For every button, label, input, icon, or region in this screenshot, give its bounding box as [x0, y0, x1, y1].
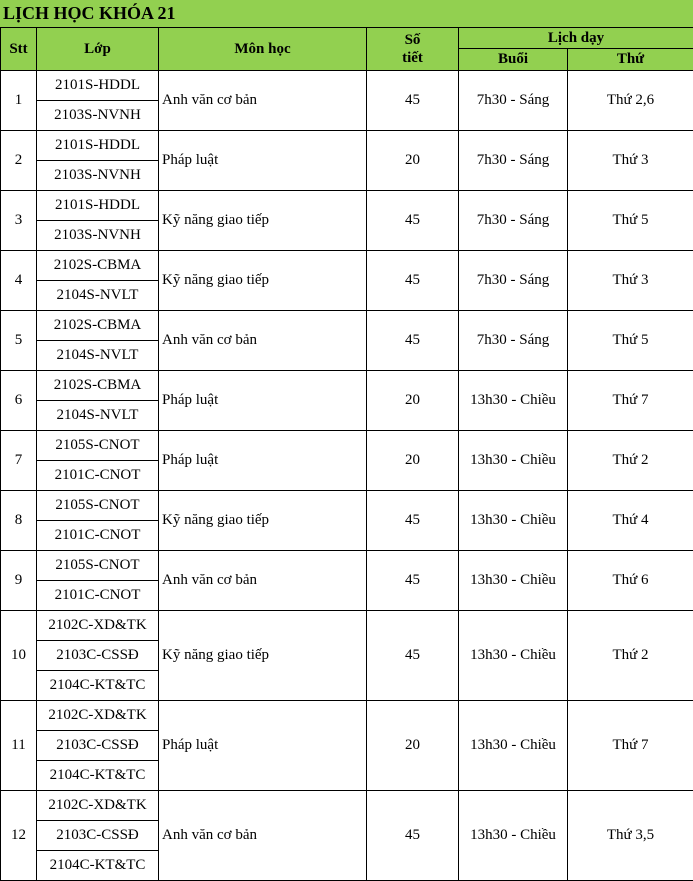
class-cell: 2103C-CSSĐ	[37, 641, 159, 671]
table-row	[1, 251, 693, 281]
table-row	[1, 791, 693, 821]
header-stt: Stt	[1, 28, 37, 71]
class-cell: 2105S-CNOT	[37, 491, 159, 521]
subject-cell: Anh văn cơ bản	[159, 551, 367, 611]
session-cell: 7h30 - Sáng	[459, 71, 568, 131]
day-cell: Thứ 7	[568, 701, 693, 791]
subject-cell: Pháp luật	[159, 431, 367, 491]
class-cell: 2101C-CNOT	[37, 581, 159, 611]
header-schedule: Lịch dạy	[459, 28, 693, 49]
class-cell: 2101C-CNOT	[37, 461, 159, 491]
table-row	[1, 551, 693, 581]
class-cell: 2102C-XD&TK	[37, 791, 159, 821]
periods-cell: 20	[367, 431, 459, 491]
class-cell: 2102S-CBMA	[37, 251, 159, 281]
class-cell: 2102S-CBMA	[37, 371, 159, 401]
session-cell: 7h30 - Sáng	[459, 191, 568, 251]
class-cell: 2101S-HDDL	[37, 71, 159, 101]
class-cell: 2101S-HDDL	[37, 191, 159, 221]
table-row	[1, 491, 693, 521]
day-cell: Thứ 5	[568, 191, 693, 251]
day-cell: Thứ 2	[568, 431, 693, 491]
session-cell: 7h30 - Sáng	[459, 131, 568, 191]
day-cell: Thứ 2	[568, 611, 693, 701]
subject-cell: Anh văn cơ bản	[159, 791, 367, 881]
header-periods-line2: tiết	[402, 50, 423, 66]
table-row	[1, 431, 693, 461]
table-row	[1, 611, 693, 641]
periods-cell: 20	[367, 701, 459, 791]
day-cell: Thứ 7	[568, 371, 693, 431]
sheet-title: LỊCH HỌC KHÓA 21	[0, 0, 693, 27]
class-cell: 2105S-CNOT	[37, 431, 159, 461]
subject-cell: Kỹ năng giao tiếp	[159, 491, 367, 551]
header-subject: Môn học	[159, 28, 367, 71]
class-cell: 2104S-NVLT	[37, 281, 159, 311]
table-row	[1, 701, 693, 731]
subject-cell: Anh văn cơ bản	[159, 71, 367, 131]
class-cell: 2104S-NVLT	[37, 401, 159, 431]
class-cell: 2102C-XD&TK	[37, 611, 159, 641]
session-cell: 13h30 - Chiều	[459, 611, 568, 701]
session-cell: 13h30 - Chiều	[459, 371, 568, 431]
header-periods	[367, 28, 459, 71]
day-cell: Thứ 2,6	[568, 71, 693, 131]
class-cell: 2102C-XD&TK	[37, 701, 159, 731]
periods-cell: 45	[367, 551, 459, 611]
stt-cell: 4	[1, 251, 37, 311]
stt-cell: 5	[1, 311, 37, 371]
session-cell: 13h30 - Chiều	[459, 431, 568, 491]
day-cell: Thứ 4	[568, 491, 693, 551]
header-class: Lớp	[37, 28, 159, 71]
session-cell: 7h30 - Sáng	[459, 251, 568, 311]
table-row	[1, 131, 693, 161]
header-session: Buổi	[459, 49, 568, 71]
day-cell: Thứ 3	[568, 251, 693, 311]
subject-cell: Anh văn cơ bản	[159, 311, 367, 371]
periods-cell: 45	[367, 71, 459, 131]
table-row	[1, 371, 693, 401]
class-cell: 2103S-NVNH	[37, 161, 159, 191]
class-cell: 2104S-NVLT	[37, 341, 159, 371]
class-cell: 2104C-KT&TC	[37, 671, 159, 701]
stt-cell: 10	[1, 611, 37, 701]
class-cell: 2103S-NVNH	[37, 101, 159, 131]
subject-cell: Kỹ năng giao tiếp	[159, 191, 367, 251]
class-cell: 2104C-KT&TC	[37, 761, 159, 791]
class-cell: 2102S-CBMA	[37, 311, 159, 341]
class-cell: 2103C-CSSĐ	[37, 821, 159, 851]
session-cell: 13h30 - Chiều	[459, 791, 568, 881]
class-cell: 2103S-NVNH	[37, 221, 159, 251]
subject-cell: Pháp luật	[159, 701, 367, 791]
day-cell: Thứ 6	[568, 551, 693, 611]
subject-cell: Pháp luật	[159, 371, 367, 431]
header-periods-line1: Số	[404, 32, 421, 48]
periods-cell: 45	[367, 311, 459, 371]
periods-cell: 45	[367, 791, 459, 881]
stt-cell: 8	[1, 491, 37, 551]
stt-cell: 11	[1, 701, 37, 791]
class-cell: 2103C-CSSĐ	[37, 731, 159, 761]
day-cell: Thứ 3	[568, 131, 693, 191]
table-row	[1, 311, 693, 341]
stt-cell: 6	[1, 371, 37, 431]
table-row	[1, 71, 693, 101]
stt-cell: 1	[1, 71, 37, 131]
class-cell: 2101S-HDDL	[37, 131, 159, 161]
periods-cell: 20	[367, 131, 459, 191]
class-cell: 2105S-CNOT	[37, 551, 159, 581]
periods-cell: 45	[367, 191, 459, 251]
session-cell: 13h30 - Chiều	[459, 551, 568, 611]
subject-cell: Pháp luật	[159, 131, 367, 191]
stt-cell: 9	[1, 551, 37, 611]
subject-cell: Kỹ năng giao tiếp	[159, 251, 367, 311]
session-cell: 7h30 - Sáng	[459, 311, 568, 371]
day-cell: Thứ 5	[568, 311, 693, 371]
schedule-table	[0, 27, 693, 881]
stt-cell: 3	[1, 191, 37, 251]
stt-cell: 2	[1, 131, 37, 191]
header-day: Thứ	[568, 49, 693, 71]
class-cell: 2101C-CNOT	[37, 521, 159, 551]
periods-cell: 45	[367, 611, 459, 701]
subject-cell: Kỹ năng giao tiếp	[159, 611, 367, 701]
periods-cell: 45	[367, 251, 459, 311]
session-cell: 13h30 - Chiều	[459, 491, 568, 551]
stt-cell: 7	[1, 431, 37, 491]
stt-cell: 12	[1, 791, 37, 881]
session-cell: 13h30 - Chiều	[459, 701, 568, 791]
periods-cell: 45	[367, 491, 459, 551]
class-cell: 2104C-KT&TC	[37, 851, 159, 881]
table-row	[1, 191, 693, 221]
day-cell: Thứ 3,5	[568, 791, 693, 881]
periods-cell: 20	[367, 371, 459, 431]
